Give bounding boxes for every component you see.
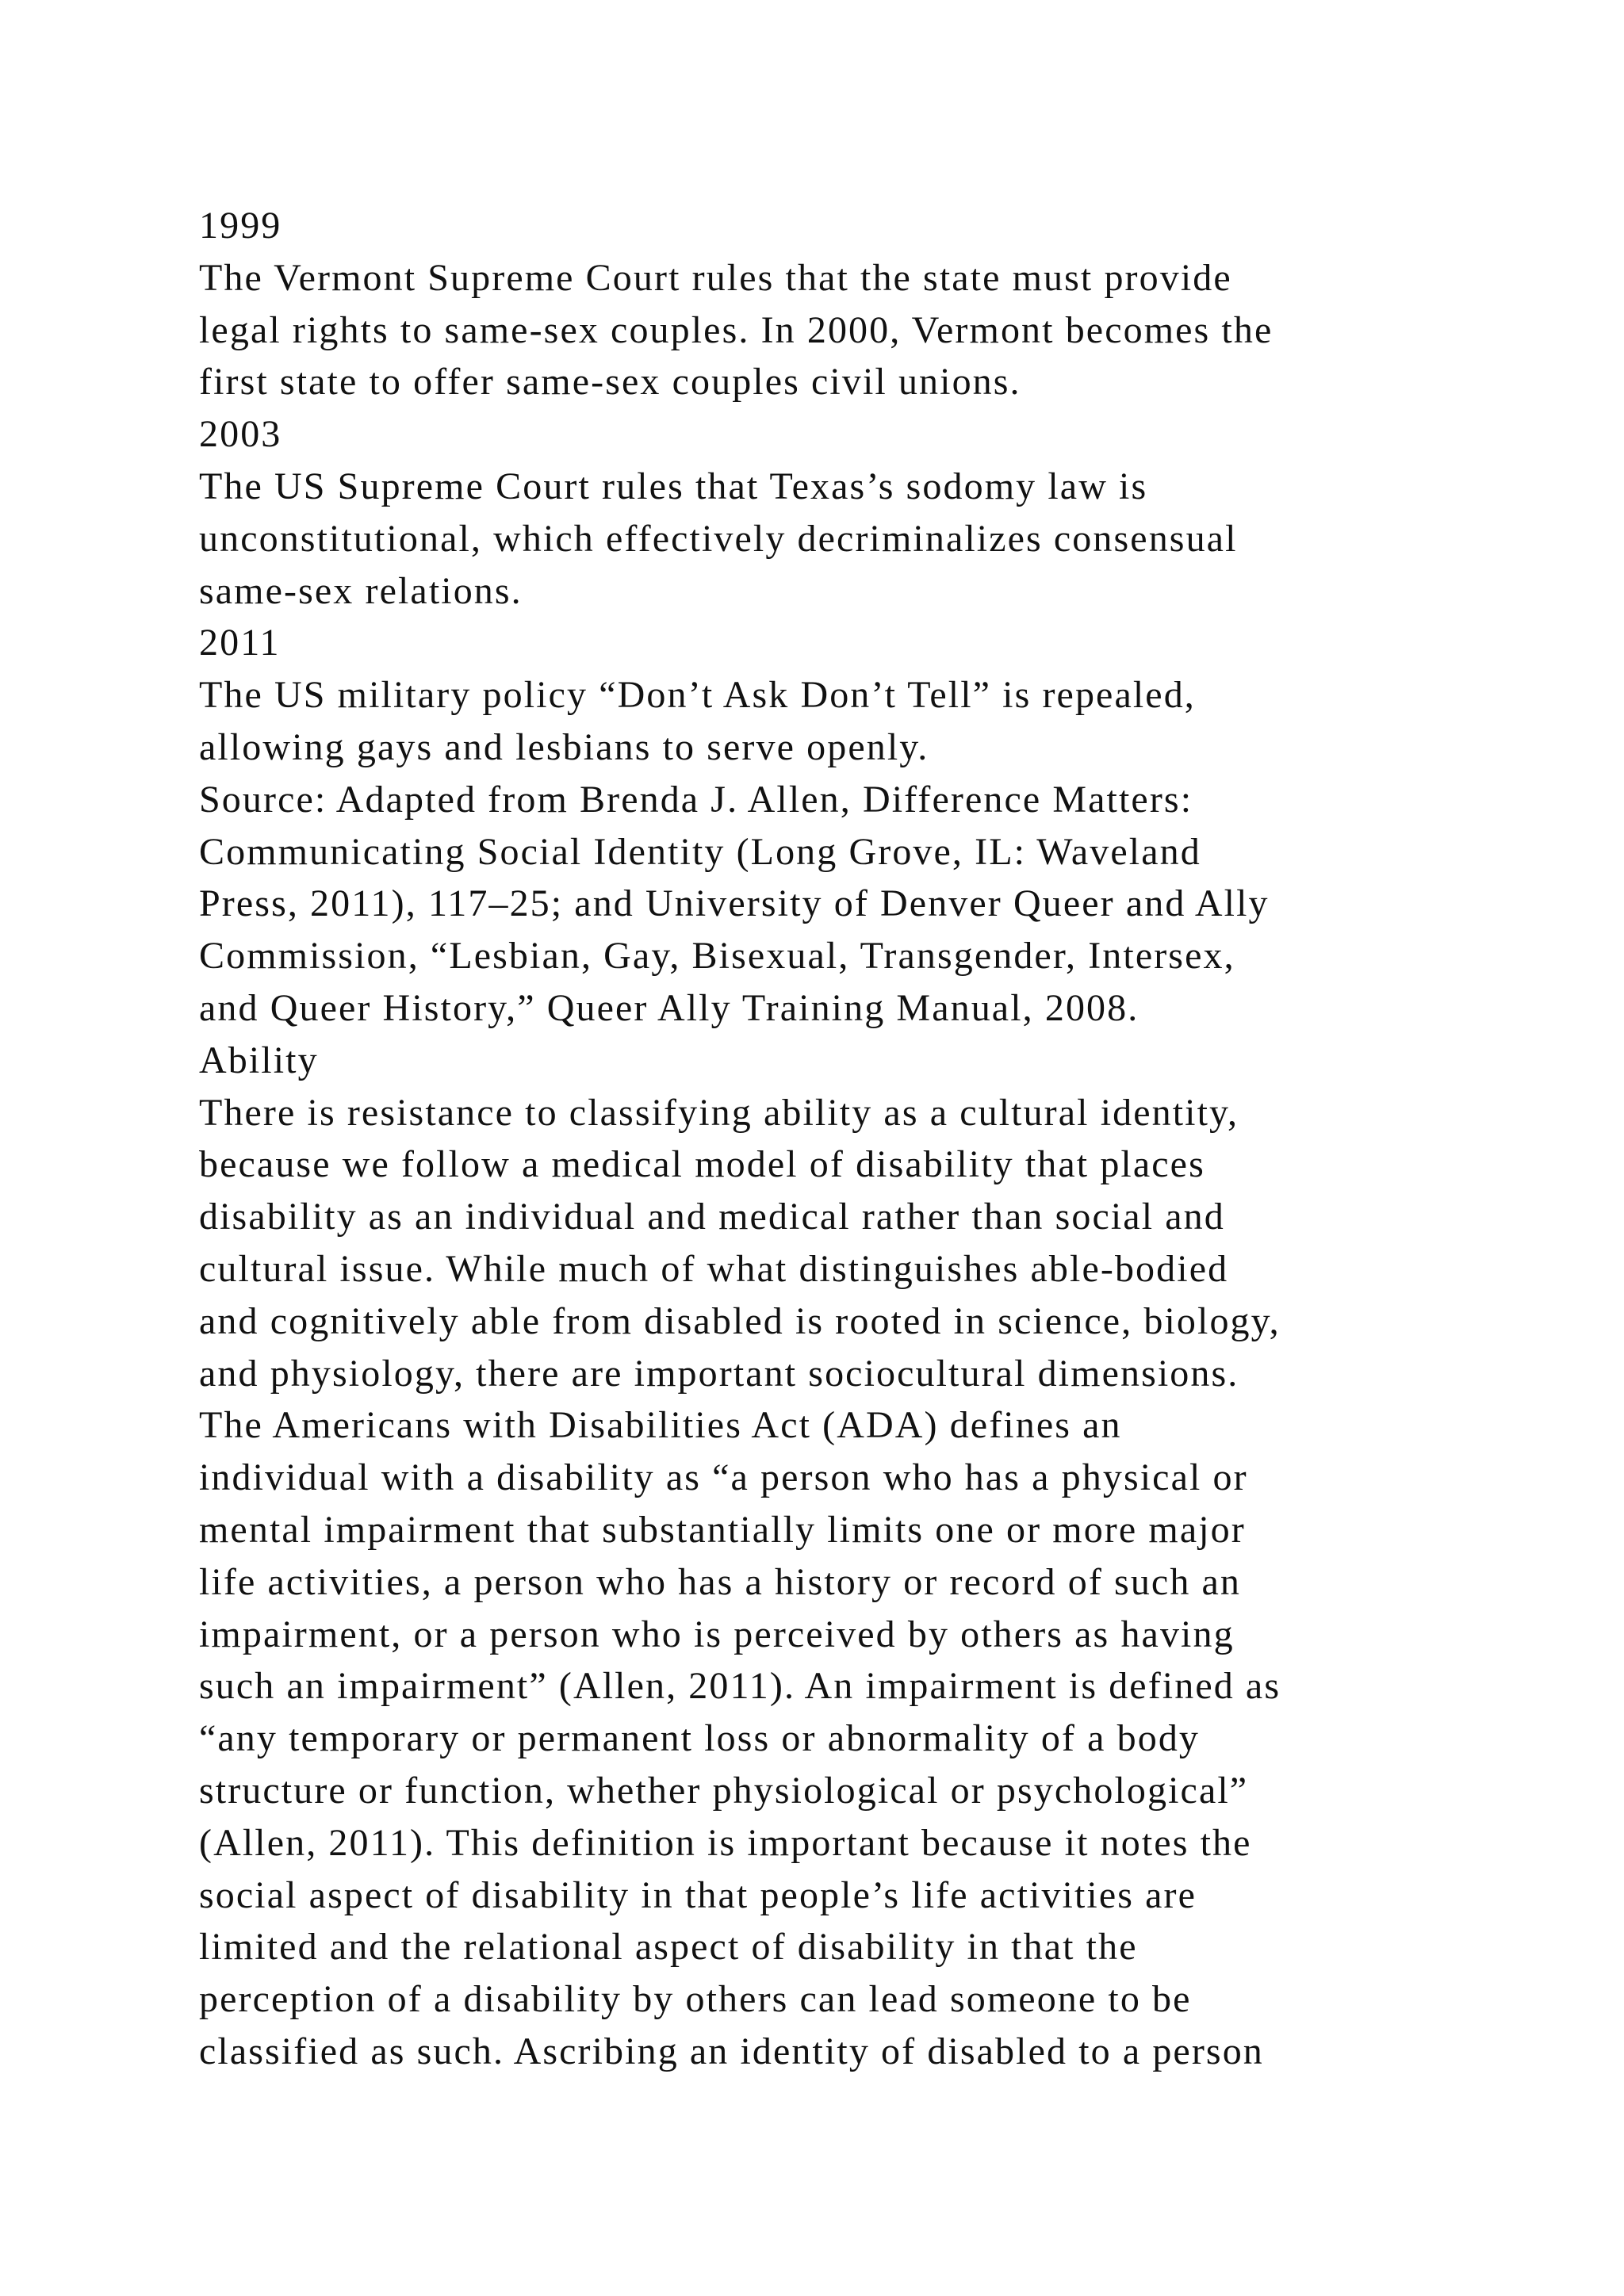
text-line: perception of a disability by others can lead someone to be bbox=[199, 1978, 1192, 2021]
text-line: disability as an individual and medical rather than social and bbox=[199, 1196, 1225, 1238]
text-line: because we follow a medical model of disability that places bbox=[199, 1143, 1205, 1186]
source-line: and Queer History,” Queer Ally Training Manual, 2008. bbox=[199, 986, 1139, 1029]
text-line: The US military policy “Don’t Ask Don’t Tell” is repealed, bbox=[199, 674, 1196, 717]
text-line: allowing gays and lesbians to serve openly. bbox=[199, 725, 929, 768]
source-line: Press, 2011), 117–25; and University of Denver Queer and Ally bbox=[199, 882, 1270, 925]
year-heading-1999: 1999 bbox=[199, 205, 282, 247]
text-line: social aspect of disability in that people’s life activities are bbox=[199, 1873, 1197, 1916]
year-heading-2003: 2003 bbox=[199, 413, 282, 456]
text-line: structure or function, whether physiological or psychological” bbox=[199, 1769, 1249, 1812]
section-heading-ability: Ability bbox=[199, 1039, 319, 1081]
text-line: legal rights to same-sex couples. In 2000, Vermont becomes the bbox=[199, 308, 1274, 351]
text-line: impairment, or a person who is perceived by others as having bbox=[199, 1613, 1235, 1655]
text-line: (Allen, 2011). This definition is important because it notes the bbox=[199, 1821, 1252, 1864]
text-line: classified as such. Ascribing an identity of disabled to a person bbox=[199, 2030, 1264, 2072]
text-line: and physiology, there are important sociocultural dimensions. bbox=[199, 1352, 1239, 1395]
text-line: mental impairment that substantially limits one or more major bbox=[199, 1508, 1246, 1551]
text-line: life activities, a person who has a history or record of such an bbox=[199, 1560, 1242, 1603]
text-line: and cognitively able from disabled is rooted in science, biology, bbox=[199, 1299, 1281, 1342]
text-line: The Americans with Disabilities Act (ADA) defines an bbox=[199, 1404, 1122, 1447]
year-heading-2011: 2011 bbox=[199, 622, 281, 664]
text-line: first state to offer same-sex couples civil unions. bbox=[199, 361, 1021, 404]
text-line: same-sex relations. bbox=[199, 569, 523, 612]
text-line: There is resistance to classifying ability as a cultural identity, bbox=[199, 1091, 1239, 1134]
text-line: individual with a disability as “a person who has a physical or bbox=[199, 1456, 1248, 1499]
source-line: Commission, “Lesbian, Gay, Bisexual, Transgender, Intersex, bbox=[199, 935, 1235, 978]
text-line: The Vermont Supreme Court rules that the state must provide bbox=[199, 256, 1232, 299]
text-line: “any temporary or permanent loss or abnormality of a body bbox=[199, 1717, 1201, 1760]
text-line: such an impairment” (Allen, 2011). An impairment is defined as bbox=[199, 1665, 1281, 1708]
source-line: Source: Adapted from Brenda J. Allen, Difference Matters: bbox=[199, 778, 1193, 821]
text-line: cultural issue. While much of what distinguishes able-bodied bbox=[199, 1247, 1229, 1290]
text-line: limited and the relational aspect of disability in that the bbox=[199, 1926, 1138, 1969]
source-line: Communicating Social Identity (Long Grove, IL: Waveland bbox=[199, 830, 1201, 873]
document-body bbox=[199, 200, 1500, 2078]
text-line: unconstitutional, which effectively decriminalizes consensual bbox=[199, 517, 1238, 560]
text-line: The US Supreme Court rules that Texas’s sodomy law is bbox=[199, 465, 1148, 507]
